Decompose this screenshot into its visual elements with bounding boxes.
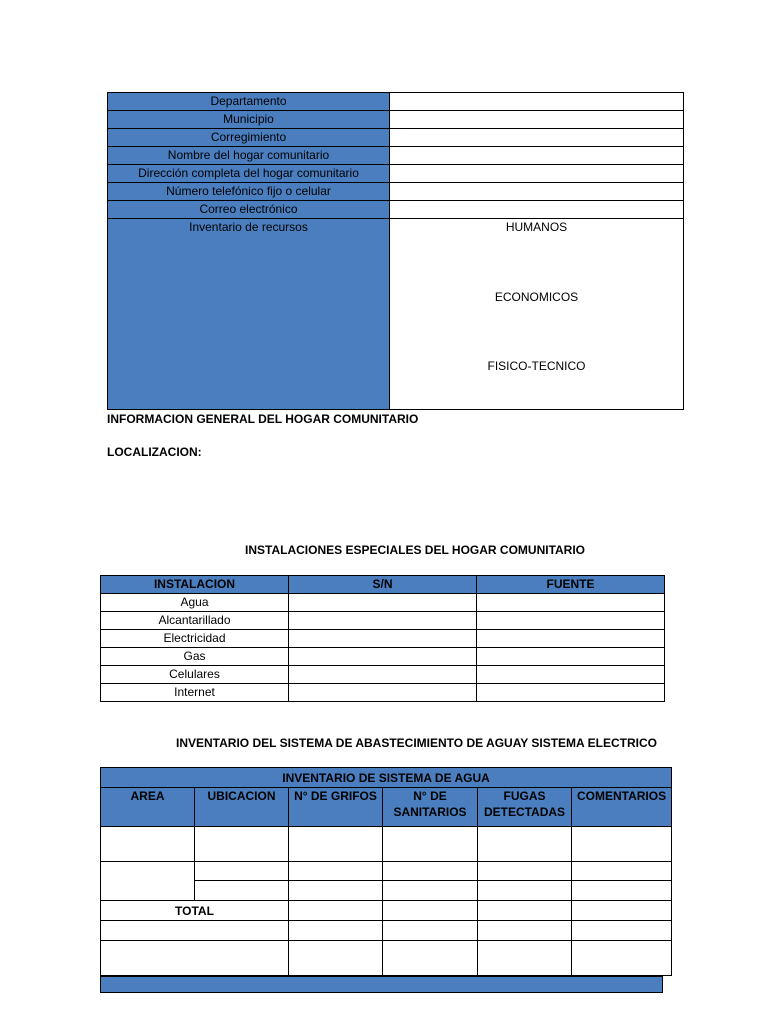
area-cell[interactable] — [101, 862, 195, 901]
sanitarios-cell[interactable] — [383, 941, 478, 976]
table-row — [101, 941, 672, 976]
total-label: TOTAL — [101, 901, 289, 921]
fugas-total-cell[interactable] — [478, 901, 572, 921]
fugas-cell[interactable] — [478, 881, 572, 901]
installation-name: Alcantarillado — [101, 612, 289, 630]
table-row — [108, 219, 684, 410]
table-row — [108, 183, 684, 201]
row-label: Dirección completa del hogar comunitario — [108, 165, 390, 183]
area-cell[interactable] — [101, 921, 289, 941]
table-header-row — [101, 788, 672, 827]
grifos-total-cell[interactable] — [289, 901, 383, 921]
table-row — [101, 827, 672, 862]
table-title-row — [101, 768, 672, 788]
table-row — [101, 684, 665, 702]
general-info-table — [107, 92, 684, 410]
comentarios-cell[interactable] — [572, 921, 672, 941]
column-header: UBICACION — [195, 788, 289, 827]
fugas-cell[interactable] — [478, 827, 572, 862]
table-row — [108, 147, 684, 165]
table-row — [108, 165, 684, 183]
table-row — [108, 111, 684, 129]
grifos-cell[interactable] — [289, 941, 383, 976]
resource-fisico-tecnico: FISICO-TECNICO — [487, 359, 586, 373]
fugas-cell[interactable] — [478, 941, 572, 976]
grifos-cell[interactable] — [289, 921, 383, 941]
column-header: COMENTARIOS — [572, 788, 672, 827]
inventory-resources-cell[interactable] — [390, 219, 684, 410]
column-header: INSTALACION — [101, 576, 289, 594]
installation-name: Internet — [101, 684, 289, 702]
row-label: Corregimiento — [108, 129, 390, 147]
table-row — [101, 666, 665, 684]
table-row — [101, 630, 665, 648]
section-general-title: INFORMACION GENERAL DEL HOGAR COMUNITARIO — [107, 412, 419, 426]
fuente-cell[interactable] — [477, 630, 665, 648]
comentarios-total-cell[interactable] — [572, 901, 672, 921]
section-installations-title: INSTALACIONES ESPECIALES DEL HOGAR COMUNITARIO — [245, 543, 586, 557]
fugas-cell[interactable] — [478, 921, 572, 941]
section-location-title: LOCALIZACION: — [107, 445, 202, 459]
comentarios-cell[interactable] — [572, 827, 672, 862]
inventory-label: Inventario de recursos — [108, 219, 390, 410]
corregimiento-field[interactable] — [390, 129, 684, 147]
sn-cell[interactable] — [289, 612, 477, 630]
column-header: AREA — [101, 788, 195, 827]
row-label: Nombre del hogar comunitario — [108, 147, 390, 165]
table-header-row — [101, 576, 665, 594]
municipio-field[interactable] — [390, 111, 684, 129]
row-label: Municipio — [108, 111, 390, 129]
sn-cell[interactable] — [289, 630, 477, 648]
column-header: N° DE SANITARIOS — [383, 788, 478, 827]
row-label: Número telefónico fijo o celular — [108, 183, 390, 201]
row-label: Departamento — [108, 93, 390, 111]
sanitarios-cell[interactable] — [383, 862, 478, 881]
correo-field[interactable] — [390, 201, 684, 219]
grifos-cell[interactable] — [289, 827, 383, 862]
table-row — [101, 612, 665, 630]
column-header: FUGAS DETECTADAS — [478, 788, 572, 827]
footer-blue-bar — [100, 976, 663, 993]
sn-cell[interactable] — [289, 666, 477, 684]
direccion-field[interactable] — [390, 165, 684, 183]
area-cell[interactable] — [101, 827, 195, 862]
water-table-title: INVENTARIO DE SISTEMA DE AGUA — [101, 768, 672, 788]
comentarios-cell[interactable] — [572, 941, 672, 976]
ubicacion-cell[interactable] — [195, 881, 289, 901]
table-row — [101, 648, 665, 666]
fuente-cell[interactable] — [477, 594, 665, 612]
section-inventory-title: INVENTARIO DEL SISTEMA DE ABASTECIMIENTO DE AGUAY SISTEMA ELECTRICO — [176, 736, 657, 750]
sn-cell[interactable] — [289, 594, 477, 612]
installations-table — [100, 575, 665, 702]
ubicacion-cell[interactable] — [195, 862, 289, 881]
table-row — [108, 93, 684, 111]
water-inventory-table — [100, 767, 672, 976]
sanitarios-cell[interactable] — [383, 921, 478, 941]
fugas-cell[interactable] — [478, 862, 572, 881]
sn-cell[interactable] — [289, 648, 477, 666]
table-row — [101, 862, 672, 881]
comentarios-cell[interactable] — [572, 881, 672, 901]
resource-economicos: ECONOMICOS — [494, 290, 579, 304]
sanitarios-total-cell[interactable] — [383, 901, 478, 921]
ubicacion-cell[interactable] — [195, 827, 289, 862]
sanitarios-cell[interactable] — [383, 827, 478, 862]
fuente-cell[interactable] — [477, 648, 665, 666]
table-row — [101, 921, 672, 941]
resource-humanos: HUMANOS — [505, 220, 568, 234]
fuente-cell[interactable] — [477, 684, 665, 702]
sn-cell[interactable] — [289, 684, 477, 702]
total-row — [101, 901, 672, 921]
installation-name: Agua — [101, 594, 289, 612]
column-header: S/N — [289, 576, 477, 594]
comentarios-cell[interactable] — [572, 862, 672, 881]
installation-name: Celulares — [101, 666, 289, 684]
row-label: Correo electrónico — [108, 201, 390, 219]
grifos-cell[interactable] — [289, 862, 383, 881]
telefono-field[interactable] — [390, 183, 684, 201]
installation-name: Electricidad — [101, 630, 289, 648]
column-header: N° DE GRIFOS — [289, 788, 383, 827]
installation-name: Gas — [101, 648, 289, 666]
sanitarios-cell[interactable] — [383, 881, 478, 901]
table-row — [101, 594, 665, 612]
area-cell[interactable] — [101, 941, 289, 976]
fuente-cell[interactable] — [477, 666, 665, 684]
table-row — [108, 201, 684, 219]
nombre-hogar-field[interactable] — [390, 147, 684, 165]
column-header: FUENTE — [477, 576, 665, 594]
grifos-cell[interactable] — [289, 881, 383, 901]
departamento-field[interactable] — [390, 93, 684, 111]
fuente-cell[interactable] — [477, 612, 665, 630]
table-row — [108, 129, 684, 147]
